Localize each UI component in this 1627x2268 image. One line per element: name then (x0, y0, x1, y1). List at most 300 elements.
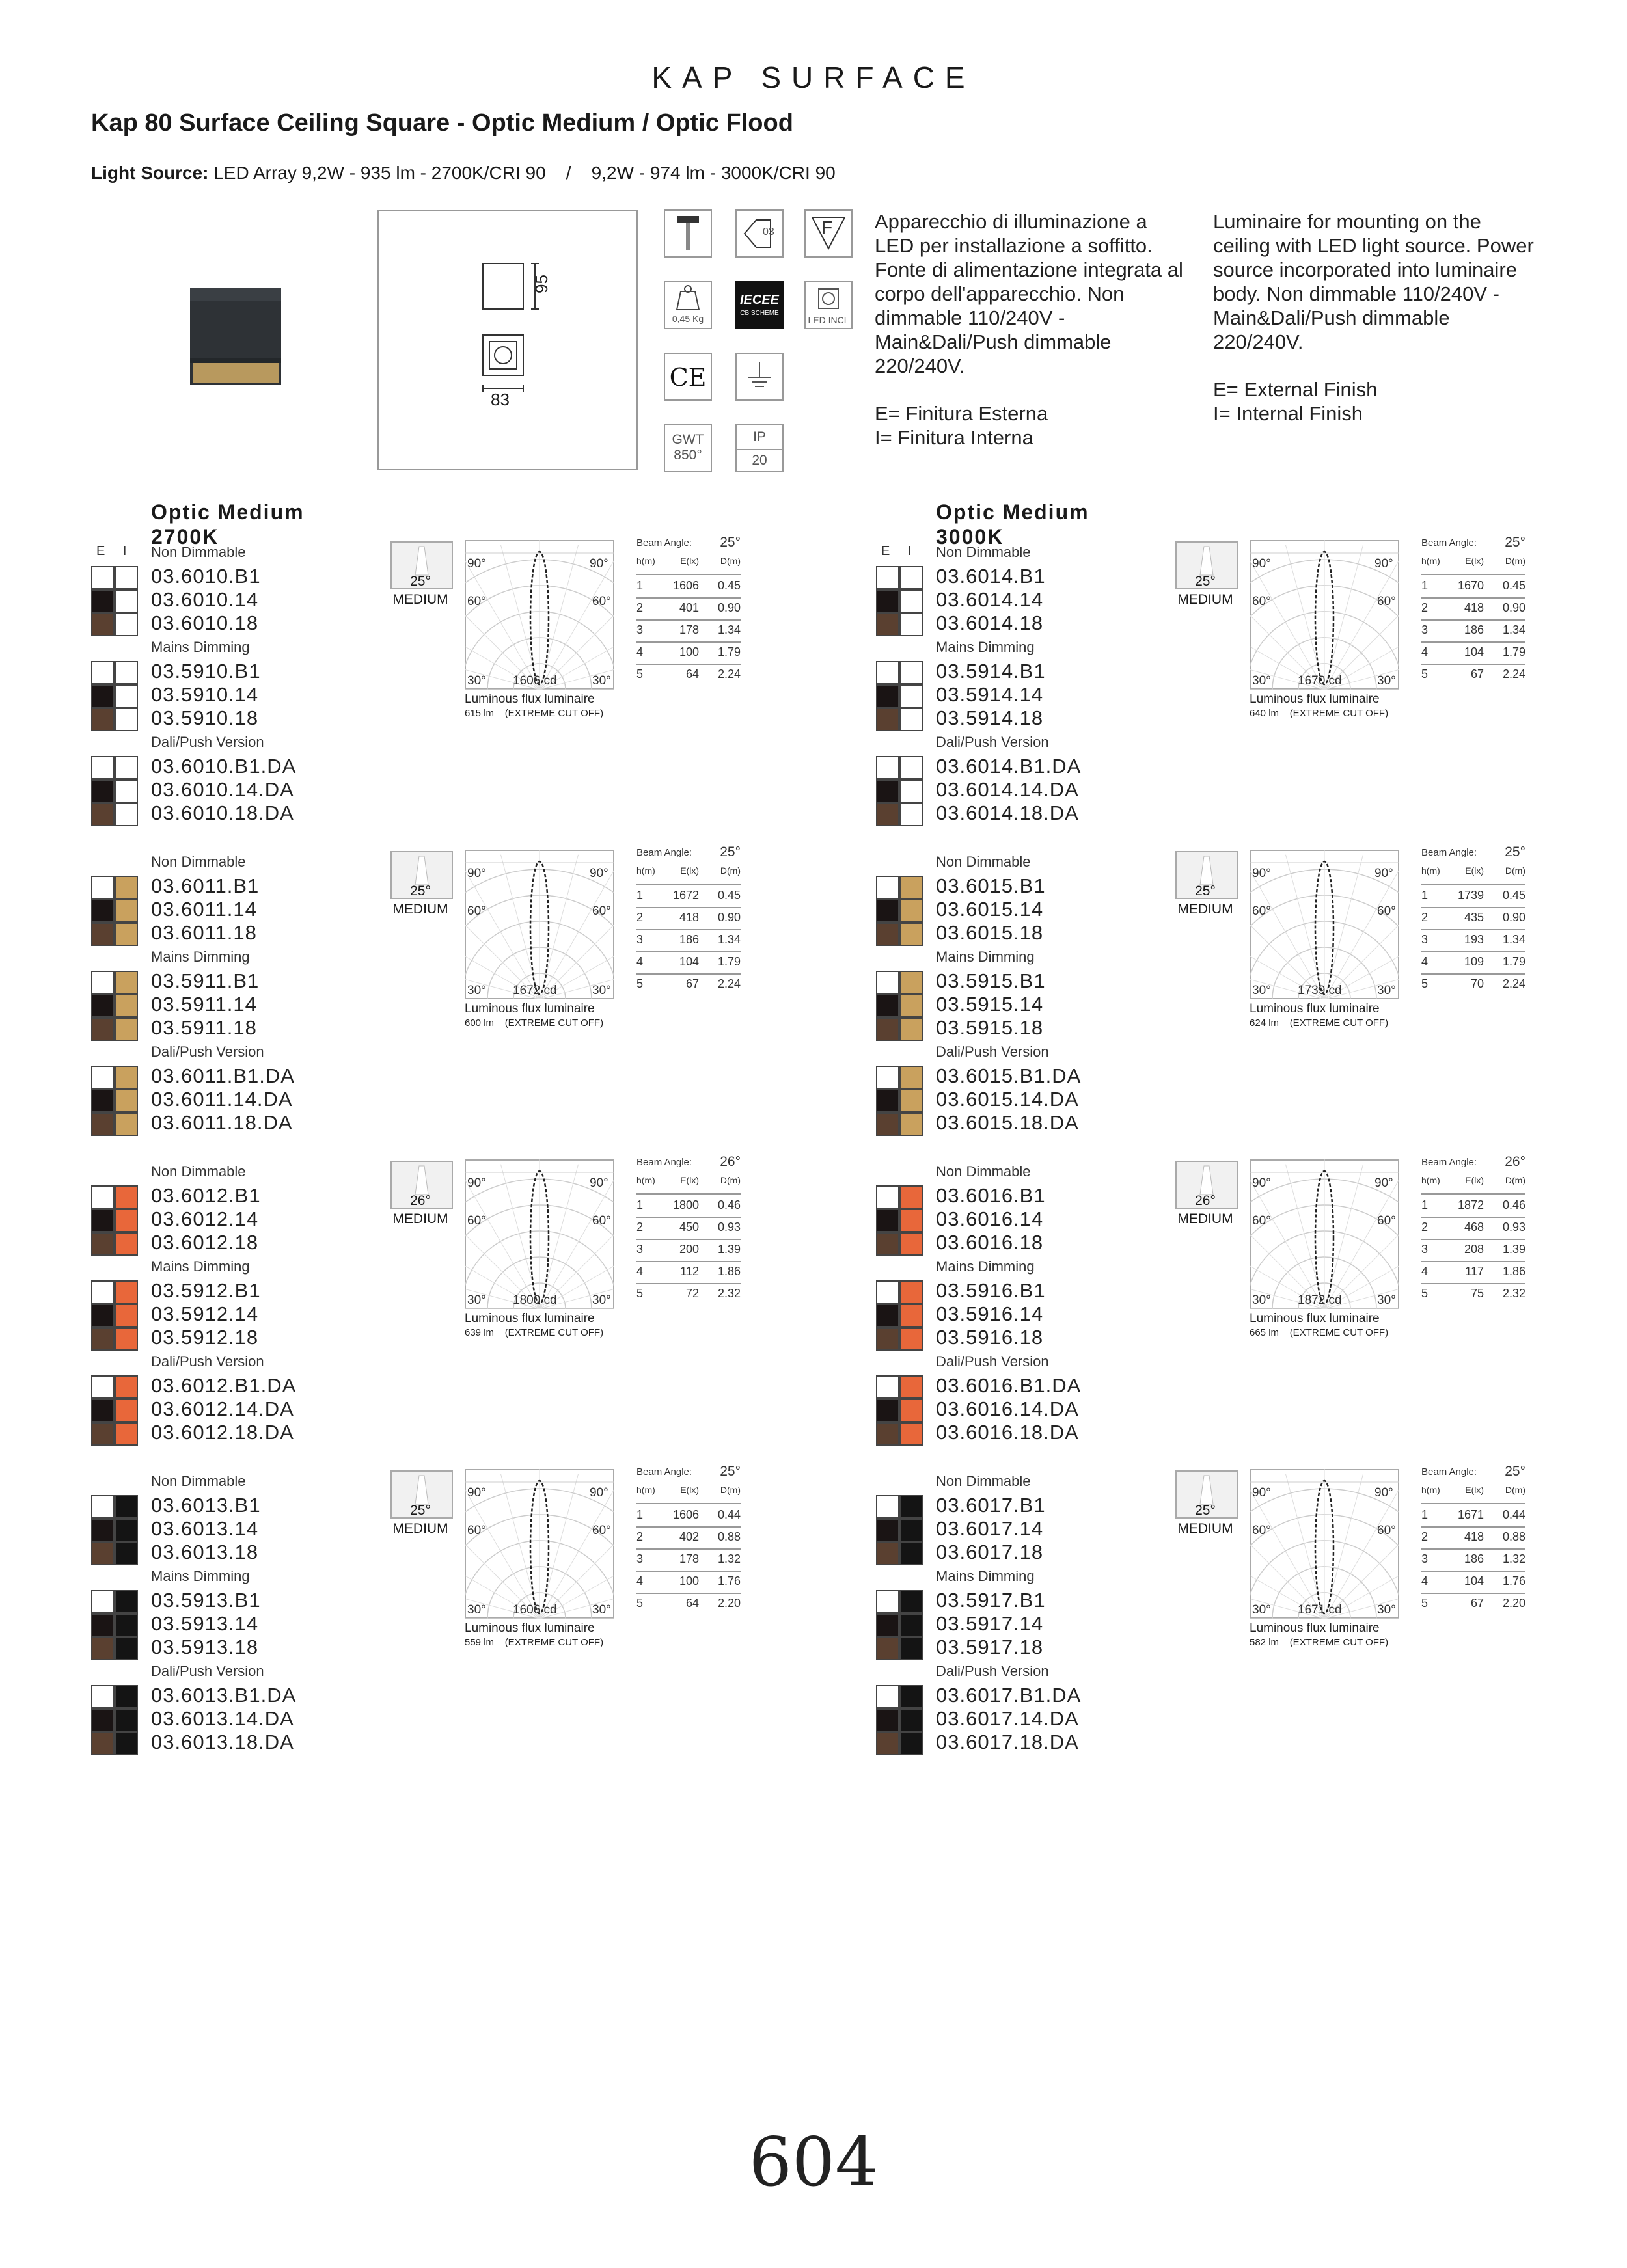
exterior-finish-swatch (91, 756, 115, 779)
polar-angle-label: 90° (1374, 557, 1393, 571)
beam-angle-title: Beam Angle: (1421, 537, 1477, 548)
product-code-row (876, 803, 1149, 826)
interior-finish-swatch (899, 1519, 923, 1542)
luminous-flux-value: 600 lm (EXTREME CUT OFF) (465, 1018, 604, 1029)
beam-column-header: h(m) (1421, 556, 1440, 566)
group-label: Dali/Push Version (936, 1353, 1049, 1370)
page-number: 604 (748, 2122, 879, 2202)
polar-angle-label: 60° (467, 1214, 486, 1228)
polar-peak-intensity: 1671 cd (1298, 1603, 1342, 1617)
beam-table-cell: 64 (685, 668, 699, 681)
beam-table-header (636, 861, 741, 885)
luminous-flux-label: Luminous flux luminaire (465, 692, 595, 706)
beam-table-cell: 1.79 (717, 645, 741, 658)
beam-table-cell: 0.88 (1502, 1530, 1525, 1543)
product-code: 03.5911.B1 (151, 969, 260, 992)
beam-table-cell: 2 (1421, 601, 1429, 614)
exterior-finish-swatch (876, 708, 899, 731)
luminous-flux-value: 582 lm (EXTREME CUT OFF) (1250, 1637, 1389, 1648)
section-cct: 2700K (151, 525, 219, 548)
beam-table-cell: 1.79 (1502, 645, 1525, 658)
polar-angle-label: 60° (592, 1214, 611, 1228)
beam-table-cell: 418 (1464, 1530, 1484, 1543)
product-code-row (91, 1113, 364, 1136)
polar-angle-label: 30° (1252, 674, 1271, 688)
ground-icon (735, 353, 784, 401)
product-code: 03.6013.14 (151, 1517, 259, 1540)
exterior-finish-swatch (876, 1590, 899, 1613)
interior-finish-swatch (115, 1113, 138, 1136)
dimension-diagram (379, 211, 636, 469)
beam-table-cell: 5 (636, 1287, 644, 1300)
beam-table-cell: 1.79 (717, 955, 741, 968)
group-label: Non Dimmable (936, 1473, 1031, 1489)
beam-table-cell: 1 (636, 1508, 644, 1521)
interior-finish-swatch (115, 1327, 138, 1351)
gwt-label: GWT (672, 432, 704, 447)
group-label: Non Dimmable (151, 1473, 246, 1489)
product-code-row (91, 756, 364, 779)
product-code-row (91, 971, 364, 994)
interior-finish-swatch (899, 1018, 923, 1041)
product-code: 03.6016.18 (936, 1231, 1044, 1254)
polar-angle-label: 60° (1377, 595, 1396, 608)
product-code: 03.6012.18.DA (151, 1421, 294, 1444)
product-section (876, 1464, 1592, 1768)
beam-table-row (1421, 885, 1525, 908)
polar-angle-label: 90° (1252, 1176, 1271, 1190)
interior-finish-swatch (899, 1542, 923, 1565)
product-code: 03.5912.14 (151, 1303, 259, 1325)
beam-table-cell: 2 (1421, 1221, 1429, 1234)
polar-angle-label: 60° (1252, 595, 1271, 608)
beam-table-row (1421, 973, 1525, 995)
polar-angle-label: 90° (467, 1176, 486, 1190)
polar-diagram (1250, 1159, 1399, 1309)
beam-table-cell: 5 (636, 977, 644, 990)
polar-diagram (1250, 1469, 1399, 1619)
finish-e-it: E= Finitura Esterna (875, 402, 1048, 425)
luminous-flux-label: Luminous flux luminaire (1250, 1621, 1380, 1635)
exterior-finish-swatch (91, 589, 115, 613)
beam-table-cell: 1.39 (717, 1243, 741, 1256)
exterior-finish-swatch (91, 1280, 115, 1304)
product-code-row (876, 1519, 1149, 1542)
interior-finish-swatch (899, 1089, 923, 1113)
description-en-text: Luminaire for mounting on the ceiling with LED light source. Power source incorporated into luminaire body. Non dimmable 110/240V - Main&Dali/Push dimmable 220/240V. (1213, 210, 1534, 353)
exterior-finish-swatch (876, 994, 899, 1018)
group-label: Mains Dimming (936, 1258, 1035, 1275)
interior-finish-swatch (115, 1304, 138, 1327)
polar-angle-label: 30° (1252, 1603, 1271, 1617)
group-label: Dali/Push Version (151, 1044, 264, 1060)
beam-column-header: E(lx) (680, 1175, 699, 1185)
product-code: 03.6014.B1.DA (936, 755, 1082, 777)
polar-angle-label: 30° (1252, 1293, 1271, 1307)
exterior-finish-swatch (91, 1495, 115, 1519)
beam-column-header: h(m) (1421, 865, 1440, 876)
beam-angle-value: 25° (1505, 1464, 1525, 1479)
exterior-finish-swatch (91, 1327, 115, 1351)
interior-finish-swatch (115, 1495, 138, 1519)
product-code-row (876, 1685, 1149, 1708)
beam-table-row (636, 575, 741, 599)
polar-peak-intensity: 1872 cd (1298, 1293, 1342, 1307)
beam-table-cell: 1 (636, 889, 644, 902)
beam-table-cell: 117 (1465, 1265, 1484, 1278)
beam-table-cell: 0.44 (1502, 1508, 1525, 1521)
product-code: 03.5912.18 (151, 1326, 259, 1349)
product-code: 03.6013.18.DA (151, 1731, 294, 1753)
exterior-finish-swatch (876, 803, 899, 826)
beam-table-header (636, 552, 741, 575)
optic-angle: 25° (1195, 884, 1216, 898)
interior-finish-swatch (899, 1375, 923, 1399)
product-code: 03.5910.14 (151, 683, 259, 706)
beam-table-cell: 178 (679, 623, 699, 636)
product-code-row (91, 1185, 364, 1209)
polar-peak-intensity: 1800 cd (513, 1293, 557, 1307)
optic-angle: 25° (410, 1503, 431, 1518)
beam-table-cell: 104 (1464, 645, 1484, 658)
product-code-row (91, 1209, 364, 1232)
group-label: Dali/Push Version (151, 734, 264, 750)
product-code: 03.5917.14 (936, 1612, 1044, 1635)
exterior-finish-swatch (91, 1089, 115, 1113)
interior-finish-swatch (899, 971, 923, 994)
interior-finish-swatch (115, 1422, 138, 1446)
product-code-row (876, 1327, 1149, 1351)
luminous-flux-label: Luminous flux luminaire (465, 1621, 595, 1635)
exterior-finish-swatch (91, 779, 115, 803)
beam-table-cell: 4 (1421, 645, 1429, 658)
beam-table-row (1421, 1571, 1525, 1594)
beam-table-row (636, 1526, 741, 1550)
optic-angle: 26° (1195, 1193, 1216, 1208)
exterior-finish-swatch (876, 1422, 899, 1446)
beam-table-cell: 3 (1421, 1552, 1429, 1565)
beam-table-cell: 402 (679, 1530, 699, 1543)
beam-column-header: E(lx) (1465, 865, 1484, 876)
polar-diagram (465, 540, 614, 690)
interior-finish-swatch (899, 1066, 923, 1089)
beam-table-row (1421, 1283, 1525, 1305)
light-source-value: LED Array 9,2W - 935 lm - 2700K/CRI 90 / 9,2W - 974 lm - 3000K/CRI 90 (213, 163, 836, 183)
beam-table-cell: 418 (1464, 601, 1484, 614)
product-code-row (91, 803, 364, 826)
beam-table-cell: 4 (636, 1265, 644, 1278)
polar-diagram (465, 850, 614, 999)
product-code-row (91, 1066, 364, 1089)
beam-table-cell: 1800 (672, 1198, 699, 1211)
beam-table-cell: 1.34 (717, 623, 741, 636)
product-code-row (876, 1613, 1149, 1637)
exterior-finish-swatch (876, 1495, 899, 1519)
product-code: 03.6011.B1 (151, 874, 260, 897)
interior-finish-swatch (115, 756, 138, 779)
beam-column-header: E(lx) (680, 556, 699, 566)
product-code-row (876, 589, 1149, 613)
product-code-row (876, 971, 1149, 994)
beam-angle-title: Beam Angle: (636, 847, 692, 858)
product-code-row (91, 1304, 364, 1327)
product-code-row (876, 1066, 1149, 1089)
exterior-finish-swatch (876, 1613, 899, 1637)
beam-table-cell: 2.24 (1502, 668, 1525, 681)
product-code-row (876, 1637, 1149, 1660)
exterior-finish-swatch (876, 876, 899, 899)
interior-finish-swatch (115, 994, 138, 1018)
luminous-flux-value: 639 lm (EXTREME CUT OFF) (465, 1327, 604, 1338)
product-section (91, 500, 807, 839)
product-code: 03.6012.18 (151, 1231, 259, 1254)
exterior-finish-swatch (876, 1304, 899, 1327)
polar-angle-label: 30° (592, 1603, 611, 1617)
exterior-finish-swatch (91, 803, 115, 826)
beam-column-header: h(m) (1421, 1485, 1440, 1495)
interior-finish-swatch (115, 566, 138, 589)
beam-table-cell: 1.76 (717, 1574, 741, 1587)
gwt-value: 850° (674, 448, 702, 463)
luminous-flux-value: 640 lm (EXTREME CUT OFF) (1250, 708, 1389, 719)
interior-finish-swatch (115, 1375, 138, 1399)
product-code: 03.5916.B1 (936, 1279, 1046, 1302)
beam-table-header (1421, 861, 1525, 885)
beam-angle-title: Beam Angle: (1421, 1466, 1477, 1478)
product-code-row (876, 708, 1149, 731)
beam-table-cell: 435 (1464, 911, 1484, 924)
product-code: 03.6013.B1.DA (151, 1684, 297, 1707)
beam-table-header (1421, 1171, 1525, 1195)
product-code-row (876, 876, 1149, 899)
beam-table-header (636, 1481, 741, 1504)
product-code-row (91, 1542, 364, 1565)
polar-angle-label: 30° (467, 1293, 486, 1307)
exterior-finish-swatch (91, 1232, 115, 1256)
beam-angle-title: Beam Angle: (636, 1466, 692, 1478)
polar-angle-label: 90° (590, 557, 608, 571)
interior-finish-swatch (899, 994, 923, 1018)
beam-table-cell: 178 (679, 1552, 699, 1565)
f-mark-text: F (821, 217, 833, 237)
beam-angle-title: Beam Angle: (1421, 1157, 1477, 1168)
product-code-row (91, 1399, 364, 1422)
section-heading (151, 500, 305, 549)
product-code: 03.6014.18.DA (936, 802, 1079, 824)
interior-finish-swatch (115, 1542, 138, 1565)
product-code: 03.6013.B1 (151, 1494, 261, 1517)
exterior-finish-swatch (91, 684, 115, 708)
beam-table-cell: 0.90 (717, 911, 741, 924)
beam-table-cell: 0.45 (1502, 889, 1525, 902)
interior-finish-swatch (899, 1399, 923, 1422)
beam-angle-value: 25° (720, 535, 741, 550)
polar-angle-label: 90° (590, 1486, 608, 1500)
luminous-flux-label: Luminous flux luminaire (1250, 692, 1380, 706)
beam-table-row (1421, 1526, 1525, 1550)
product-code-row (91, 1422, 364, 1446)
beam-table-row (1421, 575, 1525, 599)
polar-angle-label: 90° (1374, 1176, 1393, 1190)
interior-finish-swatch (899, 1304, 923, 1327)
product-code-row (91, 1708, 364, 1732)
product-code: 03.5911.18 (151, 1016, 257, 1039)
product-code: 03.6012.14.DA (151, 1397, 294, 1420)
group-label: Dali/Push Version (936, 1044, 1049, 1060)
beam-table-cell: 1606 (672, 579, 699, 592)
beam-table-header (1421, 1481, 1525, 1504)
exterior-finish-swatch (876, 756, 899, 779)
beam-table-cell: 5 (1421, 1597, 1429, 1610)
beam-angle-value: 25° (1505, 535, 1525, 550)
group-label: Mains Dimming (151, 1568, 250, 1584)
exterior-finish-swatch (91, 1590, 115, 1613)
interior-finish-swatch (899, 1637, 923, 1660)
beam-table-cell: 67 (685, 977, 699, 990)
product-code: 03.5911.14 (151, 993, 257, 1016)
exterior-finish-swatch (876, 1708, 899, 1732)
beam-table-row (636, 1593, 741, 1615)
polar-peak-intensity: 1606 cd (513, 674, 557, 688)
weight-icon (664, 281, 712, 329)
exterior-finish-swatch (91, 1708, 115, 1732)
interior-finish-swatch (899, 613, 923, 636)
beam-table-cell: 109 (1464, 955, 1484, 968)
interior-finish-swatch (899, 1590, 923, 1613)
product-code-row (876, 779, 1149, 803)
interior-finish-swatch (115, 1590, 138, 1613)
product-code-row (91, 1327, 364, 1351)
product-code-row (91, 994, 364, 1018)
beam-column-header: D(m) (720, 1175, 741, 1185)
beam-table-row (636, 641, 741, 665)
finish-columns-label: E I (881, 544, 912, 558)
polar-angle-label: 60° (467, 904, 486, 918)
interior-finish-swatch (115, 971, 138, 994)
optic-angle: 25° (410, 884, 431, 898)
polar-diagram (465, 1469, 614, 1619)
iecee-subtext: CB SCHEME (740, 310, 779, 317)
group-label: Mains Dimming (936, 639, 1035, 655)
product-code: 03.5915.B1 (936, 969, 1046, 992)
beam-table-row (636, 1571, 741, 1594)
polar-angle-label: 60° (1377, 1524, 1396, 1537)
beam-angle-value: 25° (720, 1464, 741, 1479)
beam-column-header: D(m) (1505, 556, 1525, 566)
exterior-finish-swatch (91, 1519, 115, 1542)
interior-finish-swatch (115, 803, 138, 826)
exterior-finish-swatch (876, 1399, 899, 1422)
group-label: Mains Dimming (151, 639, 250, 655)
beam-table-cell: 1 (636, 579, 644, 592)
beam-column-header: D(m) (1505, 1175, 1525, 1185)
beam-table-cell: 0.46 (717, 1198, 741, 1211)
weight-value: 0,45 Kg (672, 314, 704, 324)
interior-finish-swatch (899, 1327, 923, 1351)
beam-table-row (1421, 1239, 1525, 1262)
ce-mark-icon (664, 353, 712, 401)
beam-table-cell: 1 (1421, 1508, 1429, 1521)
polar-angle-label: 90° (1252, 1486, 1271, 1500)
beam-table-cell: 112 (680, 1265, 699, 1278)
exterior-finish-swatch (876, 1519, 899, 1542)
optic-name: MEDIUM (1177, 1211, 1233, 1226)
product-code-row (876, 1375, 1149, 1399)
exterior-finish-swatch (91, 1018, 115, 1041)
interior-finish-swatch (115, 1399, 138, 1422)
f-mark-icon (804, 209, 853, 258)
exterior-finish-swatch (876, 1113, 899, 1136)
optic-name: MEDIUM (392, 592, 448, 607)
beam-table-row (636, 1195, 741, 1218)
exterior-finish-swatch (876, 661, 899, 684)
exterior-finish-swatch (91, 1637, 115, 1660)
beam-table-header (1421, 552, 1525, 575)
product-section (876, 500, 1592, 839)
description-italian (875, 209, 1187, 450)
finish-columns-label: E I (96, 544, 127, 558)
exterior-finish-swatch (91, 1399, 115, 1422)
optic-name: MEDIUM (1177, 902, 1233, 917)
polar-angle-label: 60° (1252, 904, 1271, 918)
exterior-finish-swatch (876, 1066, 899, 1089)
product-code: 03.5913.14 (151, 1612, 259, 1635)
exterior-finish-swatch (91, 1304, 115, 1327)
exterior-finish-swatch (91, 661, 115, 684)
beam-table-cell: 64 (685, 1597, 699, 1610)
beam-table-cell: 0.45 (717, 889, 741, 902)
interior-finish-swatch (115, 613, 138, 636)
product-code-row (91, 566, 364, 589)
exterior-finish-swatch (91, 1209, 115, 1232)
optic-name: MEDIUM (392, 1521, 448, 1536)
beam-table-cell: 2.20 (717, 1597, 741, 1610)
interior-finish-swatch (899, 1708, 923, 1732)
exterior-finish-swatch (876, 1732, 899, 1755)
beam-table-cell: 0.90 (717, 601, 741, 614)
beam-table-cell: 1.32 (717, 1552, 741, 1565)
luminous-flux-value: 615 lm (EXTREME CUT OFF) (465, 708, 604, 719)
description-it-text: Apparecchio di illuminazione a LED per installazione a soffitto. Fonte di alimentazione integrata al corpo dell'apparecchio. Non dimmable 110/240V - Main&Dali/Push dimmable 220/240V. (875, 210, 1183, 377)
beam-table-cell: 0.93 (717, 1221, 741, 1234)
product-code-row (91, 1519, 364, 1542)
optic-angle: 25° (410, 574, 431, 589)
beam-table-cell: 186 (1464, 1552, 1484, 1565)
group-label: Mains Dimming (151, 949, 250, 965)
ip-value: 20 (737, 449, 782, 468)
optic-name: MEDIUM (1177, 1521, 1233, 1536)
exterior-finish-swatch (876, 923, 899, 946)
light-source-label: Light Source: (91, 163, 209, 183)
product-section (876, 1154, 1592, 1459)
beam-table-row (1421, 951, 1525, 975)
beam-column-header: E(lx) (1465, 1175, 1484, 1185)
beam-table-cell: 200 (679, 1243, 699, 1256)
product-title: Kap 80 Surface Ceiling Square - Optic Medium / Optic Flood (91, 109, 793, 137)
product-code: 03.6012.B1 (151, 1184, 261, 1207)
product-section (91, 1464, 807, 1768)
product-code-row (91, 1495, 364, 1519)
product-code: 03.6010.B1.DA (151, 755, 297, 777)
group-label: Mains Dimming (151, 1258, 250, 1275)
exterior-finish-swatch (91, 708, 115, 731)
product-code-row (876, 1495, 1149, 1519)
luminous-flux-label: Luminous flux luminaire (465, 1002, 595, 1016)
polar-angle-label: 90° (590, 867, 608, 880)
product-code: 03.6014.B1 (936, 565, 1046, 587)
ik-value: 03 (763, 226, 774, 237)
polar-angle-label: 30° (1377, 984, 1396, 997)
